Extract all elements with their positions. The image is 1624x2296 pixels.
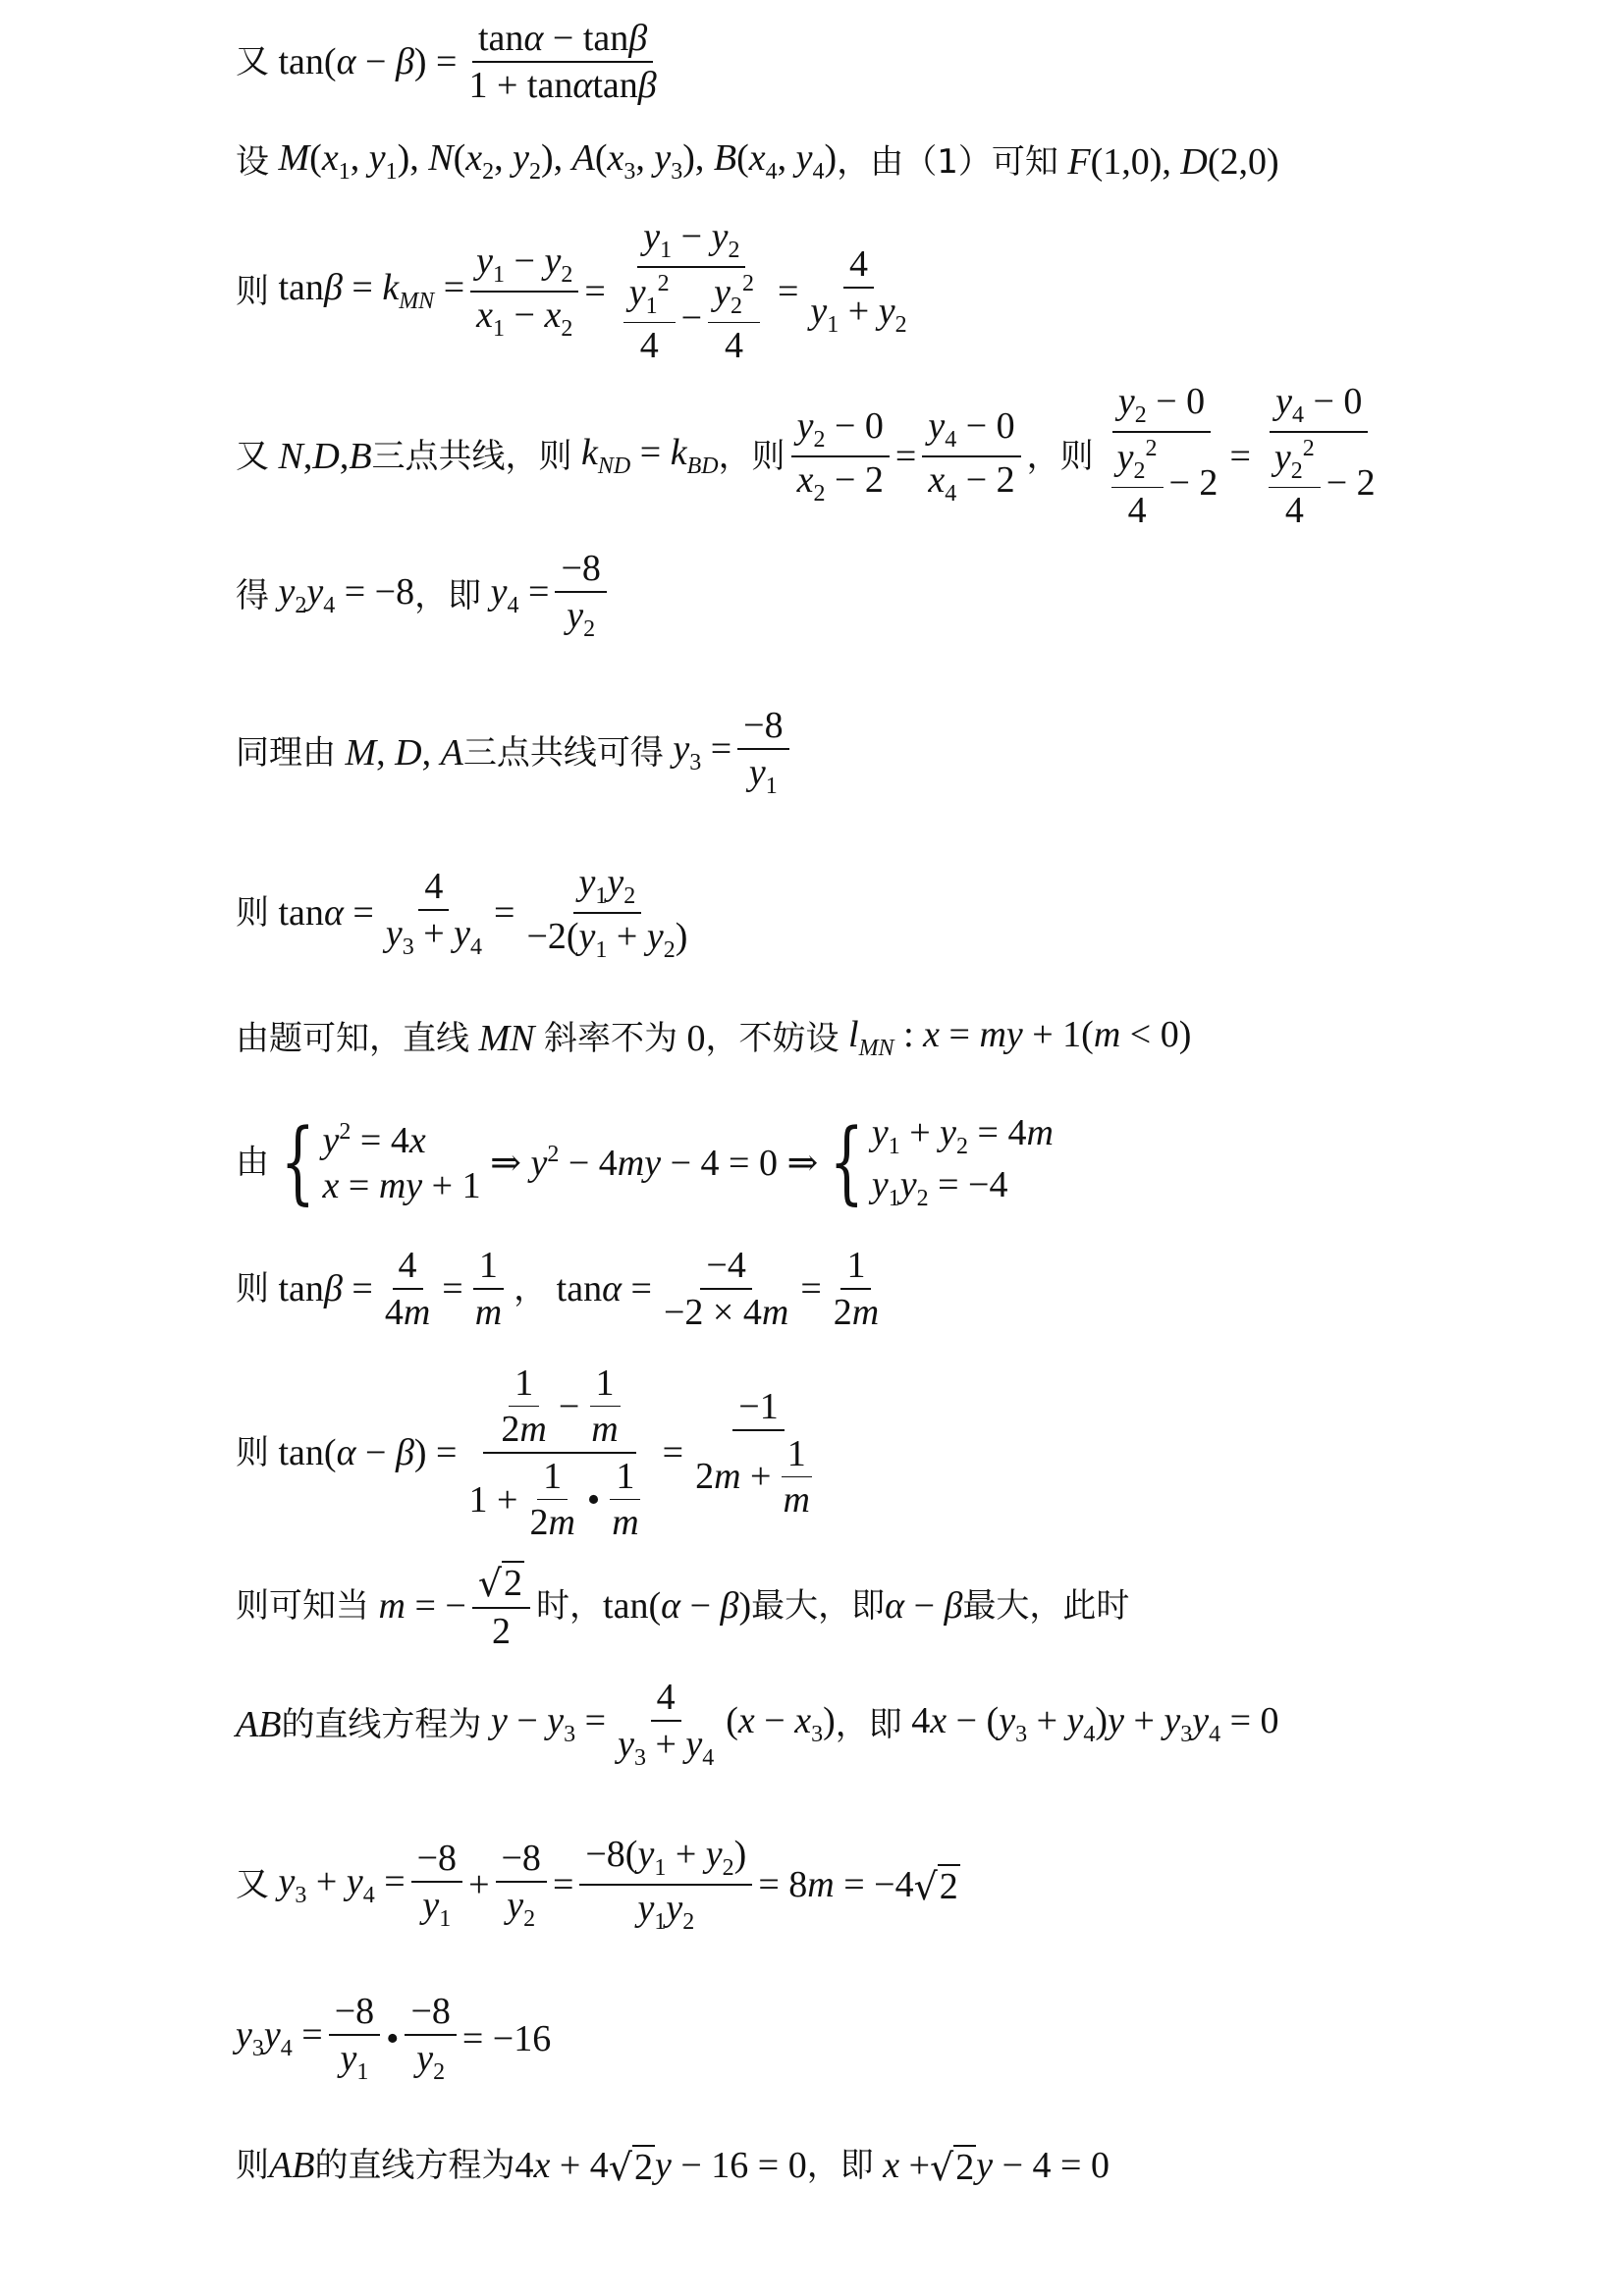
formula-line-5: 得 $y_2y_4 = -8$ ，即 $y_4$ = $\frac{-8}{y_2}$ bbox=[236, 550, 613, 641]
formula-line-9: 由 { $y^2 = 4x$ x = my + 1 ⇒ $y^2 - 4my - 4 = 0$ ⇒ { $y_1 + y_2 = 4m$ $y_1y_2 = -4$ bbox=[236, 1109, 1054, 1215]
line-text: ，即 bbox=[414, 575, 482, 615]
formula-line-10: 则 tanβ = $\frac{4}{4m}$ = $\frac{1}{m}$ ， tanα = $\frac{-4}{-2 \times 4m}$ = $\frac{1}{2m}$ bbox=[236, 1245, 880, 1333]
formula-line-6: 同理由 M, D, A 三点共线可得 $y_3$ = $\frac{-8}{y_1}$ bbox=[236, 707, 795, 798]
line-lead: 又 bbox=[236, 42, 269, 81]
fraction: $\frac{y_1 - y_2}{x_1 - x_2}$ bbox=[470, 242, 578, 341]
line-lead: 由 bbox=[236, 1143, 269, 1182]
formula-line-8: 由题可知，直线 MN 斜率不为 0 ，不妨设 $l_{MN}$ : x = my + 1(m < 0) bbox=[236, 1014, 1192, 1061]
line-lead: 又 bbox=[236, 436, 269, 476]
formula-line-14: 又 $y_3 + y_4$ = $\frac{-8}{y_1}$ + $\frac{-8}{y_2}$ = $\frac{-8(y_1 + y_2)}{y_1y_2}$ = 8m = −4 √ 2 bbox=[236, 1834, 958, 1935]
line-text: AB bbox=[269, 2145, 315, 2186]
line-text: ，由（1）可知 bbox=[837, 141, 1058, 182]
formula-line-11: 则 tan(α − β) = $\frac{1}{2m}$ − $\frac{1}{m}$ 1 + $\frac{1}{2m}$ • $\frac{1}{m}$ = −1 2m + $\frac{1}{m}$ bbox=[236, 1362, 810, 1543]
line-lead: AB bbox=[236, 1703, 282, 1745]
formula-line-13: AB 的直线方程为 $y - y_3$ = $\frac{4}{y_3 + y_4}$ $(x - x_3)$ ，即 $4x - (y_3 + y_4)y + y_3y_4 = 0$ bbox=[236, 1677, 1279, 1771]
formula-line-2 bbox=[236, 139, 1279, 184]
line-lead: 则可知当 bbox=[236, 1585, 369, 1626]
line-text: ，则 bbox=[1026, 436, 1094, 476]
fraction: $y_1 - y_2$ $\frac{y_1^2}{4}$ − $\frac{y_2^2}{4}$ bbox=[612, 218, 772, 364]
line-lead: 同理由 bbox=[236, 732, 336, 773]
line-text: ，即 bbox=[806, 2146, 874, 2185]
line-lead: 则 bbox=[236, 2146, 269, 2185]
line-text: ， bbox=[514, 1269, 548, 1308]
line-lead: 由题可知，直线 bbox=[236, 1018, 469, 1058]
formula-line-1 bbox=[236, 20, 669, 104]
line-lead: 则 bbox=[236, 1269, 269, 1308]
line-lead: 则 bbox=[236, 893, 269, 933]
line-lead: 设 bbox=[236, 141, 269, 182]
system-brace: { $y^2 = 4x$ x = my + 1 bbox=[280, 1109, 481, 1215]
line-lead: 得 bbox=[236, 575, 269, 615]
line-text: 三点共线可得 bbox=[462, 732, 664, 773]
line-text: ，则 bbox=[718, 436, 785, 476]
formula-line-7: 则 tanα = $\frac{4}{y_3 + y_4}$ = $\frac{y_1y_2}{-2(y_1 + y_2)}$ bbox=[236, 862, 688, 963]
formula-line-15: $y_3y_4$ = $\frac{-8}{y_1}$ • $\frac{-8}{y_2}$ = −16 bbox=[236, 1991, 552, 2085]
formula-line-16: 则 AB 的直线方程为 4x + 4 √ 2 y − 16 = 0 ，即 x + √ 2 y − 4 = 0 bbox=[236, 2145, 1110, 2189]
line-text: 的直线方程为 bbox=[281, 1704, 482, 1744]
line-text: 最大，即 bbox=[751, 1585, 886, 1626]
formula-points: $M(x_1$, $y_1$), $N(x_2$, $y_2$), $A(x_3$, $y_3$), $B(x_4$, $y_4$) bbox=[278, 137, 838, 185]
line-lead: 则 bbox=[236, 271, 269, 311]
line-text: 的直线方程为 bbox=[314, 2146, 515, 2185]
line-text: ，不妨设 bbox=[705, 1018, 839, 1058]
system-brace: { $y_1 + y_2 = 4m$ $y_1y_2 = -4$ bbox=[829, 1109, 1054, 1215]
formula-line-12: 则可知当 m = − √ 2 2 时， tan(α − β) 最大，即 α − β 最大，此时 bbox=[236, 1562, 1130, 1652]
formula-line-4: 又 N , D , B 三点共线，则 $k_{ND} = k_{BD}$ ，则 $\frac{y_2 - 0}{x_2 - 2}$ = $\frac{y_4 - 0}{x_4 - 2}$ ，则 $y_2 - 0$ $\frac{y_2^2}{4}$ − 2 = $y_4 - 0$ $\frac{y_2^2}{4}$ − 2 bbox=[236, 381, 1376, 531]
line-lead: 又 bbox=[236, 1865, 269, 1904]
line-text: ，即 bbox=[835, 1704, 902, 1744]
line-text: 斜率不为 bbox=[544, 1018, 677, 1058]
formula-line-3: 则 $\tan\beta = k_{MN}$ = $\frac{y_1 - y_2}{x_1 - x_2}$ = $y_1 - y_2$ $\frac{y_1^2}{4}$ − $\frac{y_2^2}{4}$ = $\frac{4}{y_1 + y_2}$ bbox=[236, 218, 919, 364]
fraction: $\frac{\tan\alpha - \tan\beta}{1 + \tan\alpha\tan\beta}$ bbox=[468, 18, 657, 106]
formula-FD: F(1,0), D(2,0) bbox=[1067, 140, 1279, 183]
fraction: $\frac{4}{y_1 + y_2}$ bbox=[810, 243, 907, 338]
formula: $\tan\beta = k_{MN}$ = bbox=[269, 267, 465, 314]
formula-tan-diff: tan(α − β) = bbox=[269, 41, 458, 82]
line-lead: 则 bbox=[236, 1433, 269, 1472]
line-text: 最大，此时 bbox=[962, 1585, 1130, 1626]
line-text: 时， bbox=[536, 1585, 604, 1626]
line-text: 三点共线，则 bbox=[371, 436, 572, 476]
